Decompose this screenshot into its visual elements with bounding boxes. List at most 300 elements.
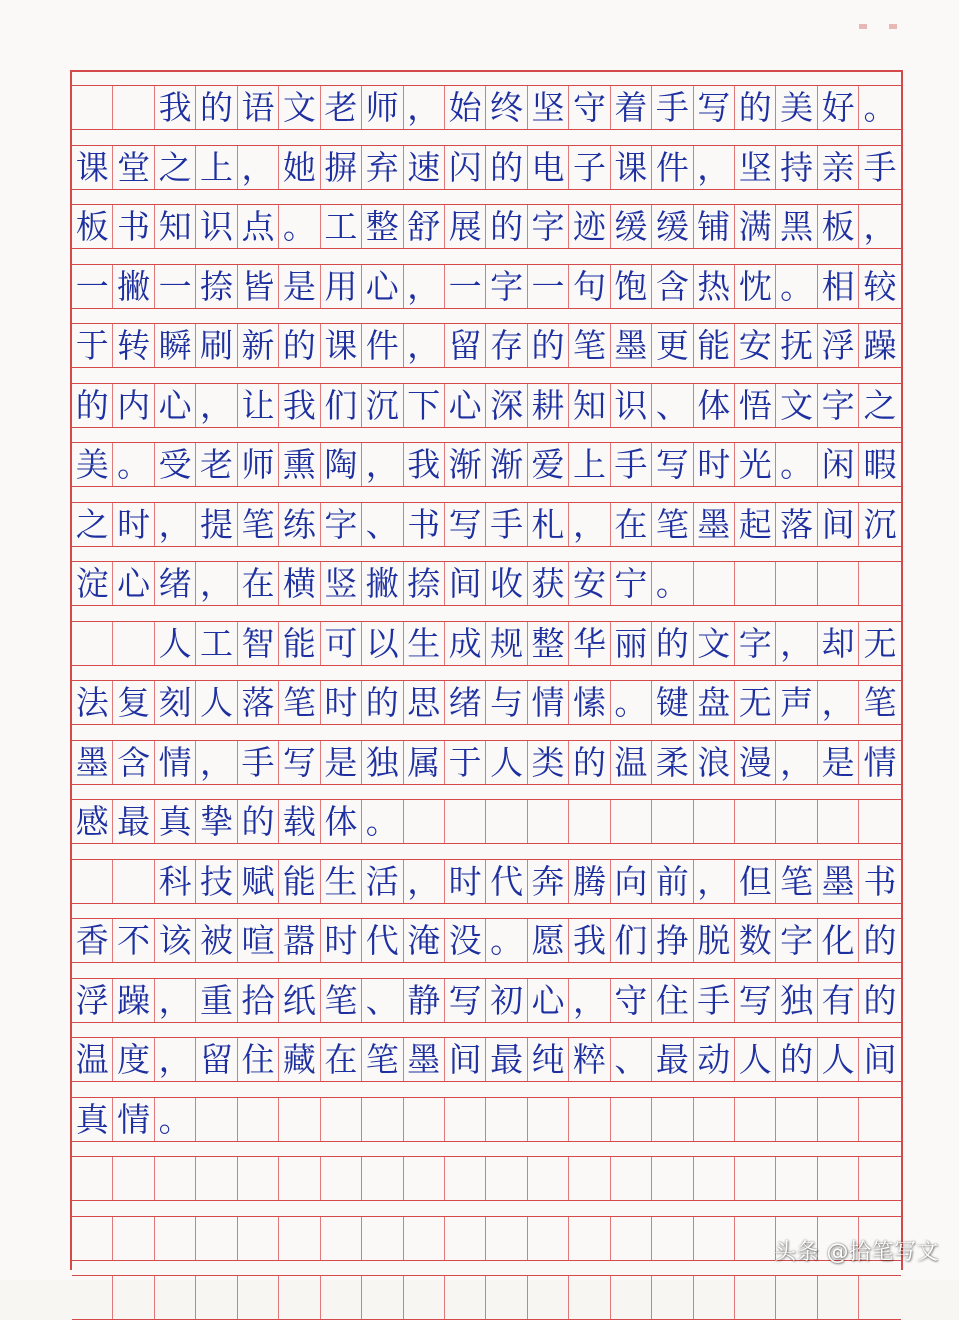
grid-cell: 沉 [863,504,897,544]
grid-cell: 知 [569,384,610,427]
grid-cell: 悟 [735,384,776,427]
grid-cell: 们 [611,919,652,962]
grid-cell [72,1217,113,1260]
grid-cell: 绪 [445,681,486,724]
grid-cell: 的 [735,86,776,129]
grid-cell [694,1217,735,1260]
grid-cell: 向 [611,860,652,903]
grid-cell: 墨 [694,503,735,546]
grid-cell: 赋 [238,860,279,903]
grid-cell: 活 [362,860,403,903]
grid-cell: 刻 [155,681,196,724]
grid-cell: 温 [72,1038,113,1081]
grid-cell: 的 [486,146,527,189]
grid-cell: 时 [321,919,362,962]
grid-cell: 熏 [279,443,320,486]
grid-cell: 文 [776,384,817,427]
grid-cell: 之 [863,385,897,425]
grid-cell [362,1098,403,1141]
grid-cell: 间 [863,1040,897,1079]
grid-cell: 感 [72,800,113,843]
grid-cell: 间 [445,562,486,605]
grid-cell: 终 [486,86,527,129]
grid-cell: 课 [611,146,652,189]
grid-cell [404,800,445,843]
grid-cell: ， [196,562,237,605]
grid-cell: 。 [362,800,403,843]
grid-cell [113,1276,154,1319]
grid-cell: 点 [238,205,279,248]
grid-cell: ， [863,207,897,246]
grid-cell: 字 [528,205,569,248]
grid-cell: ， [155,979,196,1022]
grid-cell: 亲 [818,146,859,189]
grid-cell: 闲 [818,443,859,486]
grid-cell [238,1276,279,1319]
grid-cell [445,1276,486,1319]
grid-cell: 时 [113,503,154,546]
grid-cell: 笔 [652,503,693,546]
grid-cell: 独 [362,741,403,784]
grid-cell: 声 [776,681,817,724]
grid-cell: 下 [404,384,445,427]
grid-cell: 手 [652,86,693,129]
grid-cell: ， [694,146,735,189]
grid-cell: 舒 [404,205,445,248]
text-row [72,918,901,963]
grid-cell [652,1157,693,1200]
grid-cell: 人 [486,741,527,784]
grid-cell: 一 [445,265,486,308]
grid-cell: 闪 [445,146,486,189]
grid-cell: 。 [776,443,817,486]
grid-cell: 写 [279,741,320,784]
grid-cell: 躁 [863,326,897,365]
grid-cell: 以 [362,622,403,665]
grid-cell: 沉 [362,384,403,427]
grid-cell: 却 [818,622,859,665]
grid-cell [486,1098,527,1141]
grid-cell: 笔 [362,1038,403,1081]
grid-cell: 的 [72,384,113,427]
grid-cell [72,86,113,129]
grid-cell [776,1098,817,1141]
grid-cell: 科 [155,860,196,903]
grid-cell: 人 [735,1038,776,1081]
grid-cell: 化 [818,919,859,962]
grid-cell: 捺 [196,265,237,308]
grid-cell: 相 [818,265,859,308]
grid-cell: 脱 [694,919,735,962]
grid-cell: 速 [404,146,445,189]
grid-cell [113,1157,154,1200]
grid-cell [72,1276,113,1319]
grid-cell: 情 [113,1098,154,1141]
grid-cell [859,1098,900,1141]
grid-cell: 竖 [321,562,362,605]
text-row [72,740,901,785]
grid-cell [859,800,900,843]
grid-cell: 黑 [776,205,817,248]
grid-cell: 嚣 [279,919,320,962]
grid-cell: 工 [196,622,237,665]
grid-cell [113,860,154,903]
grid-cell: 心 [445,384,486,427]
grid-cell: 持 [776,146,817,189]
grid-cell [362,1217,403,1260]
grid-cell: 体 [321,800,362,843]
grid-cell: 最 [486,1038,527,1081]
grid-cell: ， [404,86,445,129]
grid-cell [321,1276,362,1319]
grid-cell [818,1098,859,1141]
grid-cell [776,1157,817,1200]
grid-cell: 上 [569,443,610,486]
grid-cell [72,1157,113,1200]
grid-cell [569,1217,610,1260]
grid-cell: 时 [321,681,362,724]
grid-cell: 的 [863,921,897,960]
grid-cell: 板 [818,205,859,248]
text-row [72,978,901,1023]
grid-cell: 时 [445,860,486,903]
grid-cell [859,1276,900,1319]
grid-cell: 笔 [321,979,362,1022]
grid-cell: 的 [569,741,610,784]
grid-cell: 之 [72,503,113,546]
grid-cell: 铺 [694,205,735,248]
grid-cell: 电 [528,146,569,189]
grid-cell: 瞬 [155,324,196,367]
grid-cell: 笔 [863,683,897,722]
grid-cell: 人 [818,1038,859,1081]
grid-cell: 板 [72,205,113,248]
grid-cell [652,1098,693,1141]
grid-cell: 躁 [113,979,154,1022]
grid-cell [735,1157,776,1200]
grid-cell: 迹 [569,205,610,248]
grid-cell: 我 [404,443,445,486]
grid-cell: 笔 [279,681,320,724]
grid-cell: 刷 [196,324,237,367]
grid-cell: 在 [321,1038,362,1081]
grid-cell: 静 [404,979,445,1022]
grid-cell: 墨 [72,741,113,784]
grid-cell: 热 [694,265,735,308]
grid-cell: 写 [652,443,693,486]
grid-cell: 爱 [528,443,569,486]
grid-cell: 缓 [652,205,693,248]
grid-cell [528,1217,569,1260]
grid-cell [694,562,735,605]
grid-cell [652,800,693,843]
grid-cell: 。 [155,1098,196,1141]
grid-cell: 暇 [863,445,897,484]
grid-cell [404,1276,445,1319]
grid-cell: 初 [486,979,527,1022]
grid-cell: 复 [113,681,154,724]
grid-cell: 。 [486,919,527,962]
grid-cell: 忱 [735,265,776,308]
grid-cell: 规 [486,622,527,665]
grid-cell: 更 [652,324,693,367]
grid-cell [486,800,527,843]
grid-cell: 法 [72,681,113,724]
grid-cell: 间 [818,503,859,546]
grid-cell: 含 [652,265,693,308]
grid-cell: 文 [279,86,320,129]
grid-cell: 柔 [652,741,693,784]
grid-cell: 是 [321,741,362,784]
grid-cell: 老 [196,443,237,486]
grid-cell: 、 [652,384,693,427]
grid-cell: 留 [445,324,486,367]
grid-cell: 手 [238,741,279,784]
grid-cell: 成 [445,622,486,665]
grid-cell [735,1217,776,1260]
grid-cell: ， [404,860,445,903]
grid-cell: 腾 [569,860,610,903]
grid-cell [486,1276,527,1319]
grid-cell [818,562,859,605]
grid-cell: 老 [321,86,362,129]
grid-cell [445,1217,486,1260]
grid-cell [694,1157,735,1200]
grid-cell: 键 [652,681,693,724]
grid-cell [113,86,154,129]
grid-cell: ， [818,681,859,724]
grid-cell: 的 [776,1038,817,1081]
grid-cell: ， [362,443,403,486]
grid-cell: 。 [776,265,817,308]
grid-cell: 写 [445,979,486,1022]
grid-cell: 笔 [776,860,817,903]
grid-cell: 课 [321,324,362,367]
grid-cell: 情 [528,681,569,724]
grid-cell [569,1157,610,1200]
grid-cell: 耕 [528,384,569,427]
grid-cell [776,800,817,843]
grid-cell: 。 [279,205,320,248]
grid-cell: 。 [652,562,693,605]
grid-cell [404,1157,445,1200]
grid-cell: 与 [486,681,527,724]
grid-cell: 知 [155,205,196,248]
grid-cell: 写 [694,86,735,129]
grid-cell [569,1098,610,1141]
text-row [72,85,901,130]
grid-cell: 的 [279,324,320,367]
grid-cell: 识 [611,384,652,427]
grid-cell: 漫 [735,741,776,784]
grid-cell: 摒 [321,146,362,189]
grid-cell [735,1098,776,1141]
grid-cell: 收 [486,562,527,605]
grid-cell: 练 [279,503,320,546]
grid-cell: 最 [113,800,154,843]
grid-cell: 住 [238,1038,279,1081]
grid-cell: 饱 [611,265,652,308]
grid-cell [196,1098,237,1141]
grid-cell: ， [776,622,817,665]
grid-cell: 。 [863,88,897,127]
grid-cell: 获 [528,562,569,605]
grid-cell: 盘 [694,681,735,724]
grid-cell: 纸 [279,979,320,1022]
text-row [72,799,901,844]
grid-cell: ， [694,860,735,903]
grid-cell [528,1098,569,1141]
grid-cell: 上 [196,146,237,189]
grid-cell: ， [404,324,445,367]
grid-cell [818,1276,859,1319]
grid-cell [569,800,610,843]
grid-cell: 一 [155,265,196,308]
text-row [72,859,901,904]
grid-cell: 、 [362,979,403,1022]
grid-cell: 皆 [238,265,279,308]
grid-cell [279,1157,320,1200]
grid-cell: 浮 [72,979,113,1022]
text-row [72,621,901,666]
grid-cell [818,800,859,843]
grid-cell: 手 [486,503,527,546]
grid-cell: 拾 [238,979,279,1022]
grid-cell: 的 [196,86,237,129]
grid-cell: 数 [735,919,776,962]
grid-cell: 类 [528,741,569,784]
grid-cell: 挣 [652,919,693,962]
grid-cell: 的 [238,800,279,843]
grid-cell: 载 [279,800,320,843]
grid-cell: 动 [694,1038,735,1081]
grid-cell: 美 [72,443,113,486]
grid-cell: 转 [113,324,154,367]
grid-cell: ， [776,741,817,784]
grid-cell: 含 [113,741,154,784]
grid-cell: 新 [238,324,279,367]
grid-cell: 的 [486,205,527,248]
text-row [72,1037,901,1082]
grid-cell: 纯 [528,1038,569,1081]
grid-cell: 书 [404,503,445,546]
grid-cell: 整 [528,622,569,665]
grid-cell [155,1217,196,1260]
grid-cell: 心 [113,562,154,605]
grid-cell: 无 [735,681,776,724]
grid-cell [72,860,113,903]
grid-cell: 有 [818,979,859,1022]
grid-cell: 手 [611,443,652,486]
grid-cell: 愫 [569,681,610,724]
grid-cell: 于 [72,324,113,367]
grid-cell: 字 [486,265,527,308]
grid-cell: 该 [155,919,196,962]
grid-cell: 墨 [611,324,652,367]
grid-cell: 人 [196,681,237,724]
grid-cell: 们 [321,384,362,427]
grid-cell: 书 [113,205,154,248]
grid-cell: 能 [279,860,320,903]
grid-cell: 温 [611,741,652,784]
grid-cell: 的 [652,622,693,665]
grid-cell: 写 [445,503,486,546]
grid-cell: 生 [404,622,445,665]
watermark: 头条 @拾笔写文 [774,1240,939,1265]
grid-cell [321,1098,362,1141]
grid-cell [445,1157,486,1200]
grid-cell [611,1217,652,1260]
grid-cell: 情 [155,741,196,784]
grid-cell: 安 [735,324,776,367]
grid-cell: 深 [486,384,527,427]
grid-cell [196,1217,237,1260]
manuscript-grid [70,70,903,1270]
grid-cell [279,1098,320,1141]
grid-cell: 渐 [486,443,527,486]
grid-cell [611,1276,652,1319]
grid-cell: 被 [196,919,237,962]
grid-cell: ， [155,1038,196,1081]
grid-cell: 是 [818,741,859,784]
grid-cell: 墨 [818,860,859,903]
grid-cell [652,1276,693,1319]
grid-cell [196,1157,237,1200]
grid-cell: 时 [694,443,735,486]
grid-cell: 绪 [155,562,196,605]
grid-cell: 满 [735,205,776,248]
grid-cell: 情 [863,742,897,782]
grid-cell: 的 [528,324,569,367]
grid-cell [445,1098,486,1141]
grid-cell: 的 [863,980,897,1020]
grid-cell: 存 [486,324,527,367]
grid-cell [735,800,776,843]
grid-cell: 、 [362,503,403,546]
grid-cell: 无 [863,623,897,663]
grid-cell: 横 [279,562,320,605]
grid-cell [72,622,113,665]
grid-cell: 一 [528,265,569,308]
grid-cell: 光 [735,443,776,486]
grid-cell: 字 [776,919,817,962]
grid-cell [238,1098,279,1141]
grid-cell: 落 [776,503,817,546]
grid-cell: 美 [776,86,817,129]
grid-cell: 始 [445,86,486,129]
grid-cell: 我 [155,86,196,129]
grid-cell: 、 [611,1038,652,1081]
grid-cell: 技 [196,860,237,903]
grid-cell: 工 [321,205,362,248]
grid-cell: ， [155,503,196,546]
grid-cell: 不 [113,919,154,962]
grid-cell: 笔 [238,503,279,546]
grid-cell: 丽 [611,622,652,665]
text-row [72,502,901,547]
grid-cell: ， [196,384,237,427]
grid-cell: 抚 [776,324,817,367]
grid-cell: 笔 [569,324,610,367]
grid-cell: 住 [652,979,693,1022]
text-row [72,442,901,487]
grid-cell: ， [238,146,279,189]
grid-cell: 。 [113,443,154,486]
grid-cell: 愿 [528,919,569,962]
grid-cell: 师 [362,86,403,129]
grid-cell [445,800,486,843]
grid-cell: 子 [569,146,610,189]
